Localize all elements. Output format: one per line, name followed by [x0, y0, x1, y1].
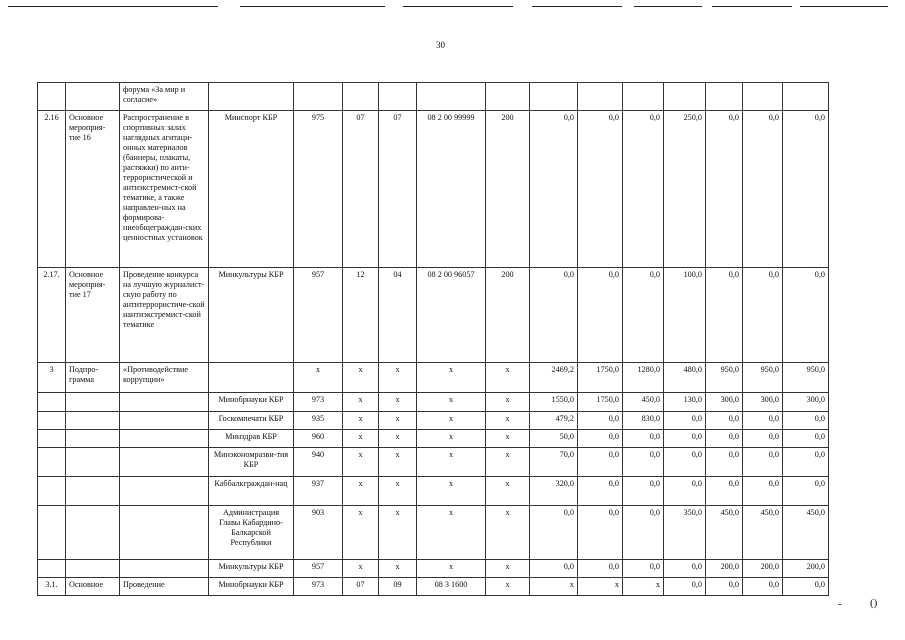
activity-name — [120, 430, 209, 448]
vr-code: х — [486, 448, 530, 477]
activity-type — [66, 506, 120, 560]
funding-value — [706, 83, 743, 111]
funding-value: 200,0 — [783, 560, 829, 578]
header-rule — [532, 6, 622, 7]
pr-code: х — [379, 430, 417, 448]
funding-value: х — [530, 578, 578, 596]
activity-type: Основное мероприя-тие 16 — [66, 111, 120, 268]
csr-code: х — [417, 477, 486, 506]
csr-code: 08 3 1600 — [417, 578, 486, 596]
table-row — [38, 363, 829, 393]
csr-code: х — [417, 448, 486, 477]
funding-value: 0,0 — [706, 578, 743, 596]
vr-code: х — [486, 477, 530, 506]
pr-code: х — [379, 560, 417, 578]
header-rule — [800, 6, 888, 7]
funding-value: 2469,2 — [530, 363, 578, 393]
pr-code: х — [379, 448, 417, 477]
funding-value: 0,0 — [664, 430, 706, 448]
funding-value: 0,0 — [783, 477, 829, 506]
vr-code: х — [486, 506, 530, 560]
funding-value: х — [623, 578, 664, 596]
funding-value: 0,0 — [530, 560, 578, 578]
funding-value: 200,0 — [706, 560, 743, 578]
activity-name: Распространение в спортивных залах наглядных агитаци-онных материалов (баннеры, плакаты, растяжки) по анти-террористической и антиэкстремист-ской тематике, а также направлен-ных на формирова-ниеобщеграждан-ских ценностных установок — [120, 111, 209, 268]
funding-value: 300,0 — [783, 393, 829, 412]
funding-value: 0,0 — [578, 430, 623, 448]
header-rule — [712, 6, 792, 7]
funding-value: 0,0 — [623, 111, 664, 268]
executor: Минобрнауки КБР — [209, 578, 294, 596]
rz-code: 07 — [343, 111, 379, 268]
header-rule — [634, 6, 702, 7]
funding-value: 1750,0 — [578, 363, 623, 393]
grbs-code: 935 — [294, 412, 343, 430]
row-number: 3 — [38, 363, 66, 393]
header-rule — [403, 6, 513, 7]
pr-code: х — [379, 393, 417, 412]
funding-value: х — [578, 578, 623, 596]
funding-value: 1550,0 — [530, 393, 578, 412]
funding-value: 0,0 — [578, 506, 623, 560]
funding-value: 0,0 — [783, 268, 829, 363]
funding-value: 0,0 — [664, 448, 706, 477]
activity-name — [120, 506, 209, 560]
funding-value: 0,0 — [783, 448, 829, 477]
grbs-code: 937 — [294, 477, 343, 506]
funding-value: 0,0 — [783, 578, 829, 596]
row-number: 3.1. — [38, 578, 66, 596]
pr-code: 07 — [379, 111, 417, 268]
funding-value: 0,0 — [706, 268, 743, 363]
table-row — [38, 268, 829, 363]
funding-value: 0,0 — [706, 111, 743, 268]
pr-code — [379, 83, 417, 111]
activity-type — [66, 477, 120, 506]
rz-code: 07 — [343, 578, 379, 596]
funding-value: 450,0 — [623, 393, 664, 412]
funding-value: 0,0 — [623, 560, 664, 578]
activity-name — [120, 560, 209, 578]
vr-code: х — [486, 363, 530, 393]
activity-name — [120, 477, 209, 506]
funding-value: 0,0 — [578, 448, 623, 477]
funding-value: 0,0 — [664, 560, 706, 578]
funding-value — [664, 83, 706, 111]
funding-value: 830,0 — [623, 412, 664, 430]
executor — [209, 363, 294, 393]
funding-value: 950,0 — [706, 363, 743, 393]
activity-type: Основное мероприя-тие 17 — [66, 268, 120, 363]
funding-value: 0,0 — [743, 111, 783, 268]
table-row — [38, 578, 829, 596]
funding-value: 1280,0 — [623, 363, 664, 393]
executor: Минкультуры КБР — [209, 268, 294, 363]
table-row — [38, 412, 829, 430]
activity-type — [66, 448, 120, 477]
csr-code: х — [417, 506, 486, 560]
funding-value: 0,0 — [743, 268, 783, 363]
funding-value: 1750,0 — [578, 393, 623, 412]
funding-value — [623, 83, 664, 111]
funding-value: 950,0 — [783, 363, 829, 393]
activity-name: «Противодействие коррупции» — [120, 363, 209, 393]
activity-name: форума «За мир и согласие» — [120, 83, 209, 111]
csr-code: 08 2 00 99999 — [417, 111, 486, 268]
funding-value: 0,0 — [743, 430, 783, 448]
funding-value: 0,0 — [783, 412, 829, 430]
rz-code: 12 — [343, 268, 379, 363]
funding-value: 300,0 — [743, 393, 783, 412]
rz-code: х — [343, 560, 379, 578]
funding-value: 300,0 — [706, 393, 743, 412]
grbs-code: 973 — [294, 393, 343, 412]
funding-value: 0,0 — [623, 448, 664, 477]
vr-code: х — [486, 412, 530, 430]
funding-value: 0,0 — [530, 506, 578, 560]
vr-code: х — [486, 430, 530, 448]
vr-code: 200 — [486, 111, 530, 268]
scan-mark: - — [838, 598, 842, 610]
grbs-code: 960 — [294, 430, 343, 448]
executor: Минкультуры КБР — [209, 560, 294, 578]
pr-code: х — [379, 506, 417, 560]
funding-value: 0,0 — [578, 268, 623, 363]
row-number — [38, 430, 66, 448]
header-rule — [240, 6, 385, 7]
table-row — [38, 560, 829, 578]
pr-code: х — [379, 363, 417, 393]
rz-code: х — [343, 430, 379, 448]
pr-code: 09 — [379, 578, 417, 596]
funding-value: 0,0 — [530, 268, 578, 363]
funding-value: 479,2 — [530, 412, 578, 430]
funding-value: 0,0 — [623, 430, 664, 448]
activity-type — [66, 430, 120, 448]
funding-value: 0,0 — [743, 578, 783, 596]
table-row — [38, 111, 829, 268]
vr-code: х — [486, 578, 530, 596]
funding-value: 0,0 — [783, 430, 829, 448]
grbs-code: 975 — [294, 111, 343, 268]
row-number — [38, 393, 66, 412]
funding-value: 0,0 — [623, 477, 664, 506]
rz-code: х — [343, 412, 379, 430]
executor — [209, 83, 294, 111]
executor: Минздрав КБР — [209, 430, 294, 448]
activity-type — [66, 412, 120, 430]
funding-value: 950,0 — [743, 363, 783, 393]
pr-code: 04 — [379, 268, 417, 363]
funding-value — [530, 83, 578, 111]
activity-type: Подпро-грамма — [66, 363, 120, 393]
table-row — [38, 430, 829, 448]
funding-value: 0,0 — [743, 477, 783, 506]
csr-code: 08 2 00 96057 — [417, 268, 486, 363]
funding-value: 0,0 — [578, 477, 623, 506]
executor: Администрация Главы Кабардино-Балкарской Республики — [209, 506, 294, 560]
row-number — [38, 506, 66, 560]
csr-code: х — [417, 363, 486, 393]
funding-value: 480,0 — [664, 363, 706, 393]
grbs-code: 973 — [294, 578, 343, 596]
funding-value: 250,0 — [664, 111, 706, 268]
executor: Каббалкграждан-нац — [209, 477, 294, 506]
funding-value: 0,0 — [578, 111, 623, 268]
funding-value: 200,0 — [743, 560, 783, 578]
row-number — [38, 448, 66, 477]
executor: Госкомпечати КБР — [209, 412, 294, 430]
row-number: 2.17. — [38, 268, 66, 363]
table-row — [38, 83, 829, 111]
pr-code: х — [379, 477, 417, 506]
activity-name: Проведение конкурса на лучшую журналист-скую работу по антитеррористиче-ской иантиэкстремист-ской тематике — [120, 268, 209, 363]
funding-value: 50,0 — [530, 430, 578, 448]
activity-name — [120, 393, 209, 412]
rz-code: х — [343, 506, 379, 560]
row-number: 2.16 — [38, 111, 66, 268]
funding-value: 0,0 — [706, 448, 743, 477]
row-number — [38, 477, 66, 506]
activity-name — [120, 412, 209, 430]
funding-value: 450,0 — [743, 506, 783, 560]
grbs-code: 903 — [294, 506, 343, 560]
funding-value: 0,0 — [578, 412, 623, 430]
csr-code: х — [417, 412, 486, 430]
activity-type — [66, 393, 120, 412]
funding-value: 130,0 — [664, 393, 706, 412]
grbs-code: 940 — [294, 448, 343, 477]
activity-type — [66, 560, 120, 578]
funding-value: 0,0 — [664, 578, 706, 596]
pr-code: х — [379, 412, 417, 430]
rz-code: х — [343, 363, 379, 393]
grbs-code: 957 — [294, 560, 343, 578]
funding-value: 0,0 — [706, 430, 743, 448]
funding-value: 0,0 — [578, 560, 623, 578]
funding-value: 0,0 — [743, 412, 783, 430]
table-row — [38, 448, 829, 477]
activity-name: Проведение — [120, 578, 209, 596]
executor: Минобрнауки КБР — [209, 393, 294, 412]
header-rule — [8, 6, 218, 7]
funding-value: 0,0 — [623, 268, 664, 363]
grbs-code — [294, 83, 343, 111]
rz-code: х — [343, 393, 379, 412]
funding-value: 0,0 — [530, 111, 578, 268]
scan-mark: () — [870, 597, 878, 609]
csr-code — [417, 83, 486, 111]
program-table — [37, 82, 829, 596]
rz-code: х — [343, 477, 379, 506]
row-number — [38, 560, 66, 578]
funding-value: 0,0 — [783, 111, 829, 268]
vr-code: х — [486, 560, 530, 578]
funding-value: 0,0 — [706, 477, 743, 506]
rz-code — [343, 83, 379, 111]
activity-name — [120, 448, 209, 477]
vr-code: х — [486, 393, 530, 412]
page-number: 30 — [436, 40, 445, 50]
funding-value: 0,0 — [743, 448, 783, 477]
funding-value: 100,0 — [664, 268, 706, 363]
grbs-code: 957 — [294, 268, 343, 363]
funding-value: 450,0 — [706, 506, 743, 560]
funding-value — [743, 83, 783, 111]
csr-code: х — [417, 393, 486, 412]
funding-value: 320,0 — [530, 477, 578, 506]
activity-type — [66, 83, 120, 111]
funding-value: 0,0 — [623, 506, 664, 560]
executor: Минэкономразви-тия КБР — [209, 448, 294, 477]
funding-value — [578, 83, 623, 111]
table-row — [38, 477, 829, 506]
activity-type: Основное — [66, 578, 120, 596]
funding-value: 350,0 — [664, 506, 706, 560]
rz-code: х — [343, 448, 379, 477]
grbs-code: х — [294, 363, 343, 393]
funding-value: 0,0 — [706, 412, 743, 430]
executor: Минспорт КБР — [209, 111, 294, 268]
row-number — [38, 83, 66, 111]
csr-code: х — [417, 430, 486, 448]
funding-value: 450,0 — [783, 506, 829, 560]
csr-code: х — [417, 560, 486, 578]
funding-value — [783, 83, 829, 111]
vr-code: 200 — [486, 268, 530, 363]
funding-value: 0,0 — [664, 477, 706, 506]
table-row — [38, 506, 829, 560]
funding-value: 0,0 — [664, 412, 706, 430]
row-number — [38, 412, 66, 430]
funding-value: 70,0 — [530, 448, 578, 477]
vr-code — [486, 83, 530, 111]
table-row — [38, 393, 829, 412]
